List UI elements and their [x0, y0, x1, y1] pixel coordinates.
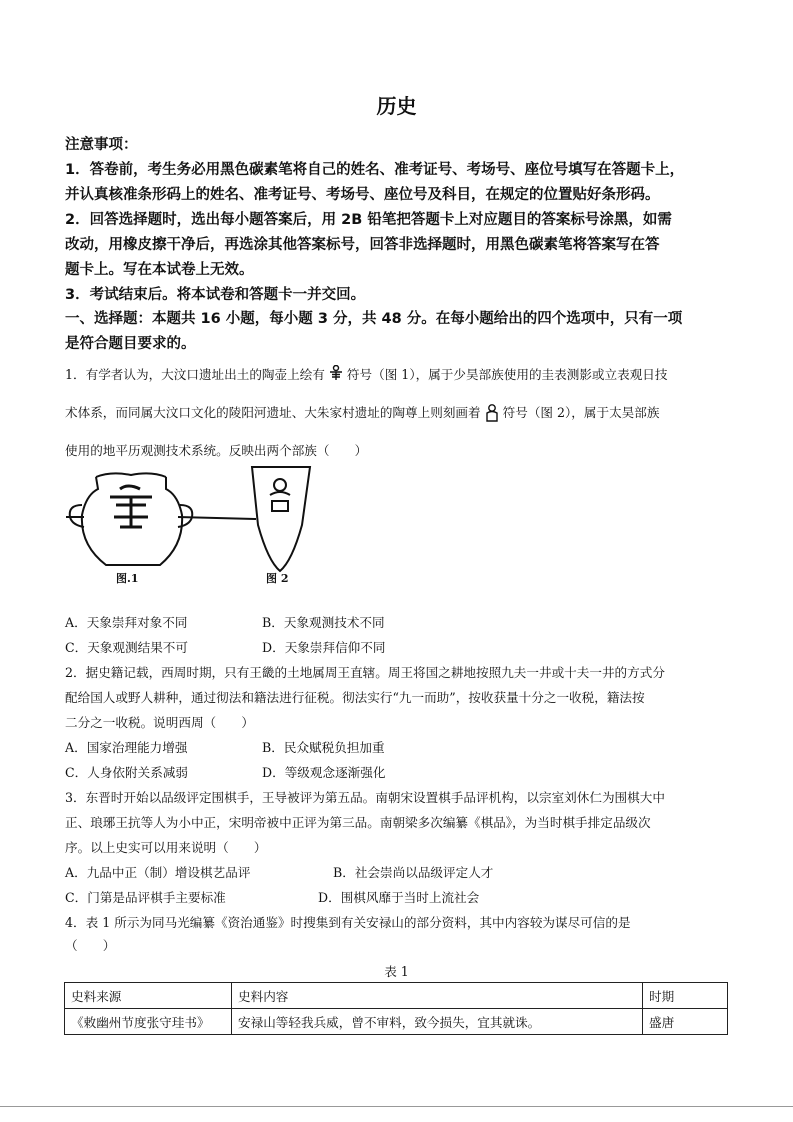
table-row	[65, 1009, 728, 1035]
q3-option-a: A．九品中正（制）增设棋艺品评	[65, 865, 251, 880]
table-header-cell: 史料内容	[232, 983, 643, 1009]
table-header-cell: 史料来源	[65, 983, 232, 1009]
question-text: 术体系，而同属大汶口文化的陵阳河遗址、大朱家村遗址的陶尊上则刻画着	[65, 405, 481, 420]
notice-line: 2．回答选择题时，选出每小题答案后，用 2B 铅笔把答题卡上对应题目的答案标号涂黑，如需	[65, 212, 672, 228]
question-1-line-2	[65, 402, 659, 423]
notice-line: 1．答卷前，考生务必用黑色碳素笔将自己的姓名、准考证号、考场号、座位号填写在答题卡上，	[65, 162, 685, 178]
figure-1-label: 图.1	[116, 572, 139, 585]
page-title: 历史	[376, 94, 417, 118]
q1-option-c: C．天象观测结果不可	[65, 640, 188, 655]
notice-line: 3．考试结束后。将本试卷和答题卡一并交回。	[65, 287, 366, 303]
question-1-line-3: 使用的地平历观测技术系统。反映出两个部族（ ）	[65, 443, 368, 458]
notice-line: 改动，用橡皮擦干净后，再选涂其他答案标号，回答非选择题时，用黑色碳素笔将答案写在答	[65, 237, 660, 253]
question-3-line: 3．东晋时开始以品级评定围棋手，王导被评为第五品。南朝宋设置棋手品评机构，以宗室刘休仁为围棋大中	[65, 790, 665, 805]
table-cell: 安禄山等轻我兵威，曾不审料，致今损失，宜其就诛。	[232, 1009, 643, 1035]
question-2-line: 二分之一收税。说明西周（ ）	[65, 715, 254, 730]
notice-line: 并认真核准条形码上的姓名、准考证号、考场号、座位号及科目，在规定的位置贴好条形码。	[65, 187, 660, 203]
q2-option-d: D．等级观念逐渐强化	[262, 765, 386, 780]
table-cell: 盛唐	[643, 1009, 728, 1035]
notice-heading: 注意事项：	[65, 137, 138, 153]
question-3-line: 正、琅琊王抗等人为小中正，宋明帝被中正评为第三品。南朝梁多次编纂《棋品》，为当时棋手排定品级次	[65, 815, 651, 830]
question-text: 符号（图 2），属于太昊部族	[502, 405, 660, 420]
sun-pole-symbol-icon	[329, 365, 343, 384]
section-instructions: 是符合题目要求的。	[65, 336, 196, 352]
section-instructions: 一、选择题：本题共 16 小题，每小题 3 分，共 48 分。在每小题给出的四个选项中，只有一项	[65, 311, 683, 327]
q1-option-d: D．天象崇拜信仰不同	[262, 640, 386, 655]
q2-option-b: B．民众赋税负担加重	[262, 740, 385, 755]
q3-option-d: D．围棋风靡于当时上流社会	[318, 890, 480, 905]
q1-option-b: B．天象观测技术不同	[262, 615, 385, 630]
q2-option-c: C．人身依附关系减弱	[65, 765, 188, 780]
question-text: 符号（图 1），属于少昊部族使用的圭表测影或立表观日技	[346, 367, 668, 382]
table-header-cell: 时期	[643, 983, 728, 1009]
question-2-line: 2．据史籍记载，西周时期，只有王畿的土地属周王直辖。周王将国之耕地按照九夫一井或十夫一井的方式分	[65, 665, 665, 680]
question-3-line: 序。以上史实可以用来说明（ ）	[65, 840, 267, 855]
source-table	[64, 982, 728, 1035]
figure-2-vessel	[252, 467, 310, 571]
table-caption: 表 1	[384, 964, 409, 979]
table-header-row	[65, 983, 728, 1009]
sun-mountain-symbol-icon	[485, 403, 499, 423]
question-text: 1．有学者认为，大汶口遗址出土的陶壶上绘有	[65, 367, 325, 382]
figure-1-symbol-icon	[110, 486, 152, 527]
q3-option-b: B．社会崇尚以品级评定人才	[333, 865, 494, 880]
question-2-line: 配给国人或野人耕种，通过彻法和籍法进行征税。彻法实行“九一而助”，按收获量十分之一收税，籍法按	[65, 690, 645, 705]
q3-option-c: C．门第是品评棋手主要标准	[65, 890, 226, 905]
notice-line: 题卡上。写在本试卷上无效。	[65, 262, 254, 278]
table-cell: 《敕幽州节度张守珪书》	[65, 1009, 232, 1035]
question-4-line: （ ）	[65, 938, 116, 953]
figure-1-pot	[66, 473, 256, 565]
figure-pottery	[66, 465, 326, 587]
q1-option-a: A．天象崇拜对象不同	[65, 615, 188, 630]
question-4-line: 4．表 1 所示为同马光编纂《资治通鉴》时搜集到有关安禄山的部分资料，其中内容较为谋尽可信的是	[65, 915, 631, 930]
figure-2-symbol-icon	[270, 479, 290, 511]
bottom-divider	[0, 1106, 793, 1107]
q2-option-a: A．国家治理能力增强	[65, 740, 188, 755]
figure-2-label: 图 2	[266, 572, 289, 585]
question-1-line-1	[65, 364, 667, 384]
